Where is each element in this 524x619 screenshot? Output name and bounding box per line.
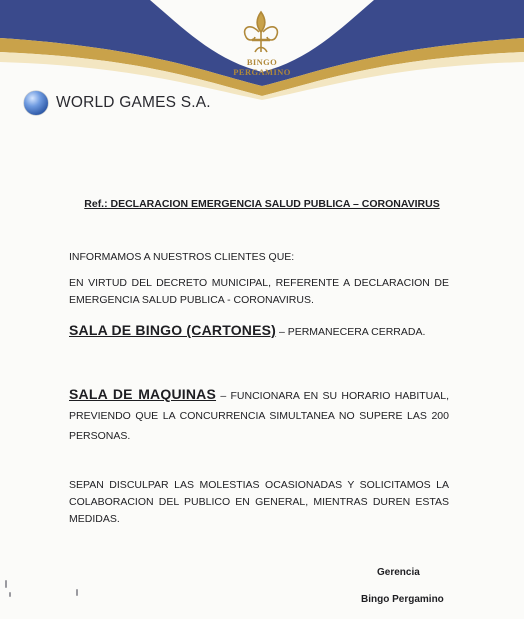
signature-department: Gerencia	[377, 567, 420, 578]
decree-paragraph: EN VIRTUD DEL DECRETO MUNICIPAL, REFERENTE A DECLARACION DE EMERGENCIA SALUD PUBLICA - CORONAVIRUS.	[69, 277, 449, 306]
bingo-room-notice	[69, 320, 449, 342]
machines-room-status: – FUNCIONARA EN SU HORARIO HABITUAL, PREVIENDO QUE LA CONCURRENCIA SIMULTANEA NO SUPERE LAS 200 PERSONAS.	[69, 390, 449, 442]
apology-paragraph: SEPAN DISCULPAR LAS MOLESTIAS OCASIONADAS Y SOLICITAMOS LA COLABORACION DEL PUBLICO EN GENERAL, MIENTRAS DUREN ESTAS MEDIDAS.	[69, 479, 449, 525]
scan-mark	[9, 592, 11, 597]
machines-room-label: SALA DE MAQUINAS	[69, 386, 217, 402]
bingo-name-line2: PERGAMINO	[233, 67, 291, 77]
signature-company: Bingo Pergamino	[361, 594, 444, 605]
machines-room-notice	[69, 384, 449, 446]
scan-mark	[76, 589, 78, 596]
intro-paragraph: INFORMAMOS A NUESTROS CLIENTES QUE:	[69, 251, 295, 263]
company-name: WORLD GAMES S.A.	[56, 94, 211, 111]
company-header	[24, 91, 211, 115]
reference-line: Ref.: DECLARACION EMERGENCIA SALUD PUBLICA – CORONAVIRUS	[84, 198, 440, 210]
globe-icon	[24, 91, 48, 115]
bingo-room-status: – PERMANECERA CERRADA.	[276, 326, 426, 338]
bingo-name-line1: BINGO	[246, 57, 278, 67]
fleur-de-lis-icon	[238, 10, 284, 56]
scan-mark	[5, 580, 7, 588]
bingo-room-label: SALA DE BINGO (CARTONES)	[69, 322, 277, 338]
